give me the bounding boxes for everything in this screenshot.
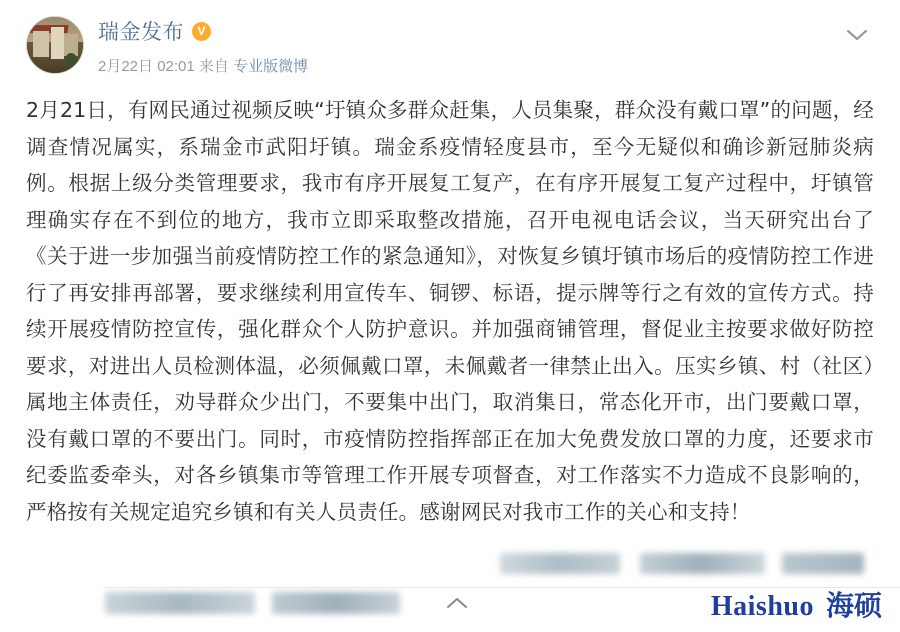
post-source-link[interactable]: 专业版微博 bbox=[233, 58, 309, 75]
chevron-down-icon[interactable] bbox=[840, 18, 874, 52]
post-header-text bbox=[98, 14, 840, 76]
post-source-prefix: 来自 bbox=[198, 58, 229, 75]
watermark bbox=[711, 584, 882, 624]
post-body-text: 2月21日，有网民通过视频反映“圩镇众多群众赶集，人员集聚，群众没有戴口罩”的问题，经调查情况属实，系瑞金市武阳圩镇。瑞金系疫情轻度县市，至今无疑似和确诊新冠肺炎病例。根据上级分类管理要求，我市有序开展复工复产，在有序开展复工复产过程中，圩镇管理确实存在不到位的地方，我市立即采取整改措施，召开电视电话会议，当天研究出台了《关于进一步加强当前疫情防控工作的紧急通知》，对恢复乡镇圩镇市场后的疫情防控工作进行了再安排再部署，要求继续利用宣传车、铜锣、标语，提示牌等行之有效的宣传方式。持续开展疫情防控宣传，强化群众个人防护意识。并加强商铺管理，督促业主按要求做好防控要求，对进出人员检测体温，必须佩戴口罩，未佩戴者一律禁止出入。压实乡镇、村（社区）属地主体责任，劝导群众少出门，不要集中出门，取消集日，常态化开市，出门要戴口罩，没有戴口罩的不要出门。同时，市疫情防控指挥部正在加大免费发放口罩的力度，还要求市纪委监委牵头，对各乡镇集市等管理工作开展专项督查，对工作落实不力造成不良影响的，严格按有关规定追究乡镇和有关人员责任。感谢网民对我市工作的关心和支持！ bbox=[26, 98, 874, 524]
censored-text-block bbox=[640, 553, 765, 574]
censored-text-block bbox=[500, 553, 620, 574]
post-timestamp: 2月22日 02:01 bbox=[98, 58, 195, 75]
watermark-en: Haishuo bbox=[710, 591, 814, 622]
avatar-tree bbox=[65, 53, 77, 67]
author-row bbox=[98, 16, 840, 46]
censored-text-block bbox=[782, 553, 864, 574]
post-header bbox=[26, 14, 874, 90]
avatar-building-center bbox=[51, 27, 64, 59]
verified-badge-icon: V bbox=[192, 22, 211, 41]
avatar[interactable] bbox=[26, 16, 84, 74]
chevron-up-icon[interactable] bbox=[440, 590, 474, 616]
author-name[interactable]: 瑞金发布 bbox=[98, 21, 184, 44]
post-meta bbox=[98, 55, 840, 76]
avatar-building-left bbox=[33, 31, 49, 57]
watermark-cn: 海硕 bbox=[825, 589, 882, 622]
